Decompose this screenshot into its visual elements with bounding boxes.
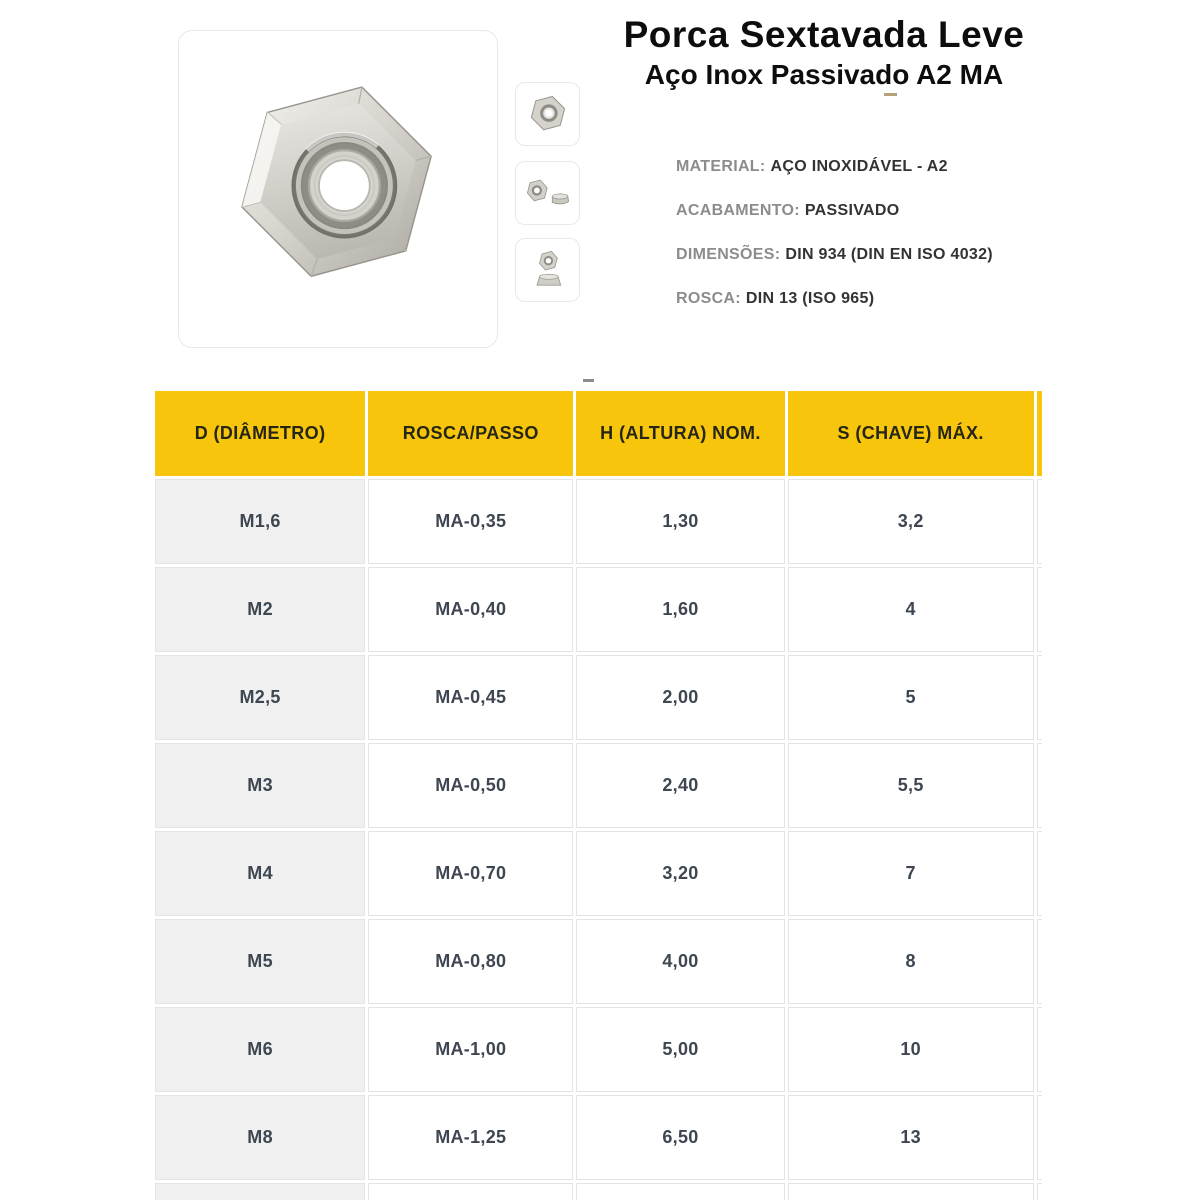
col-header-diametro: D (DIÂMETRO) (155, 391, 365, 476)
cell-diametro: M2 (155, 567, 365, 652)
cell-rosca: MA-0,45 (368, 655, 573, 740)
cell-altura: 1,60 (576, 567, 784, 652)
cell-altura (576, 1183, 784, 1200)
hex-nut-front-icon (527, 93, 569, 135)
spec-rosca (676, 290, 993, 308)
cell-diametro: M8 (155, 1095, 365, 1180)
cell-clipped (1037, 567, 1042, 652)
spec-value: PASSIVADO (804, 202, 900, 219)
cell-diametro: M6 (155, 1007, 365, 1092)
cell-rosca (368, 1183, 573, 1200)
dimensions-table-container (152, 388, 1042, 1200)
table-row (155, 919, 1042, 1004)
cell-rosca: MA-1,25 (368, 1095, 573, 1180)
cell-altura: 5,00 (576, 1007, 784, 1092)
cell-rosca: MA-0,35 (368, 479, 573, 564)
spec-value: AÇO INOXIDÁVEL - A2 (770, 158, 948, 175)
cell-chave: 8 (788, 919, 1034, 1004)
col-header-altura: H (ALTURA) NOM. (576, 391, 784, 476)
artifact-dash (583, 379, 594, 382)
table-row (155, 743, 1042, 828)
table-row (155, 567, 1042, 652)
hex-nut-image (221, 72, 456, 307)
spec-label: ACABAMENTO: (676, 202, 800, 219)
cell-clipped (1037, 919, 1042, 1004)
gallery-thumbnail-2[interactable] (515, 161, 580, 225)
cell-diametro: M1,6 (155, 479, 365, 564)
product-heading (574, 14, 1074, 91)
artifact-dash (884, 93, 897, 96)
cell-clipped (1037, 479, 1042, 564)
gallery-thumbnail-1[interactable] (515, 82, 580, 146)
col-header-rosca-passo: ROSCA/PASSO (368, 391, 573, 476)
cell-diametro: M3 (155, 743, 365, 828)
spec-material (676, 158, 993, 176)
cell-rosca: MA-0,40 (368, 567, 573, 652)
cell-rosca: MA-0,80 (368, 919, 573, 1004)
table-row (155, 831, 1042, 916)
page-title: Porca Sextavada Leve (623, 14, 1025, 55)
cell-clipped (1037, 831, 1042, 916)
page-subtitle: Aço Inox Passivado A2 MA (644, 59, 1004, 90)
cell-altura: 3,20 (576, 831, 784, 916)
spec-value: DIN 934 (DIN EN ISO 4032) (785, 246, 993, 263)
cell-altura: 1,30 (576, 479, 784, 564)
spec-acabamento (676, 202, 993, 220)
cell-clipped (1037, 655, 1042, 740)
cell-clipped (1037, 1095, 1042, 1180)
spec-label: MATERIAL: (676, 158, 766, 175)
cell-altura: 2,40 (576, 743, 784, 828)
cell-rosca: MA-0,50 (368, 743, 573, 828)
hex-nut-pair-icon (524, 175, 572, 211)
spec-label: DIMENSÕES: (676, 246, 781, 263)
table-row (155, 655, 1042, 740)
col-header-chave: S (CHAVE) MÁX. (788, 391, 1034, 476)
cell-diametro: M5 (155, 919, 365, 1004)
cell-rosca: MA-0,70 (368, 831, 573, 916)
cell-diametro: M2,5 (155, 655, 365, 740)
cell-chave: 7 (788, 831, 1034, 916)
cell-chave: 5,5 (788, 743, 1034, 828)
main-product-image-card[interactable] (178, 30, 498, 348)
cell-chave (788, 1183, 1034, 1200)
table-row (155, 1095, 1042, 1180)
table-row (155, 1007, 1042, 1092)
cell-clipped (1037, 1007, 1042, 1092)
table-row (155, 479, 1042, 564)
cell-altura: 6,50 (576, 1095, 784, 1180)
product-specs (676, 158, 993, 334)
cell-diametro (155, 1183, 365, 1200)
cell-rosca: MA-1,00 (368, 1007, 573, 1092)
cell-altura: 2,00 (576, 655, 784, 740)
cell-diametro: M4 (155, 831, 365, 916)
spec-dimensoes (676, 246, 993, 264)
spec-label: ROSCA: (676, 290, 741, 307)
dimensions-table (152, 388, 1042, 1200)
cell-chave: 10 (788, 1007, 1034, 1092)
spec-value: DIN 13 (ISO 965) (745, 290, 875, 307)
cell-chave: 4 (788, 567, 1034, 652)
col-header-clipped (1037, 391, 1042, 476)
hex-nut-top-icon (529, 248, 567, 292)
cell-clipped (1037, 743, 1042, 828)
table-row-partial (155, 1183, 1042, 1200)
gallery-thumbnail-3[interactable] (515, 238, 580, 302)
cell-chave: 3,2 (788, 479, 1034, 564)
cell-chave: 5 (788, 655, 1034, 740)
cell-altura: 4,00 (576, 919, 784, 1004)
cell-clipped (1037, 1183, 1042, 1200)
cell-chave: 13 (788, 1095, 1034, 1180)
table-header-row (155, 391, 1042, 476)
